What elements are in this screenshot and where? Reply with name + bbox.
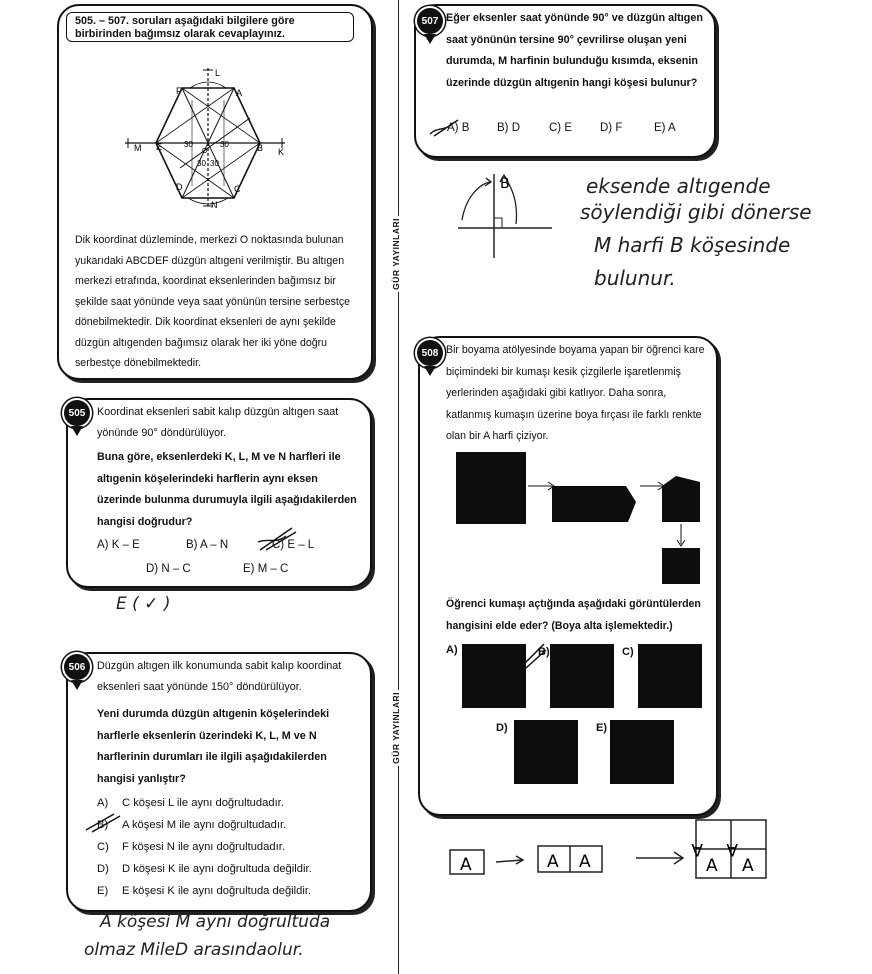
hex-label-D: D [176, 182, 183, 192]
q505-handwritten-note: E ( ✓ ) [116, 594, 171, 614]
q507-option-e[interactable]: E) A [654, 122, 676, 134]
q506-option-b-text[interactable]: A köşesi M ile aynı doğrultudadır. [122, 819, 287, 831]
fold-step-4-square [662, 548, 700, 584]
q505-text1: Koordinat eksenleri sabit kalıp düzgün altıgen saat yönünde 90° döndürülüyor. [97, 406, 339, 439]
q506-option-c-letter[interactable]: C) [97, 841, 109, 853]
sketch-letter-7: A [742, 856, 754, 876]
q505-pin-icon [71, 426, 83, 436]
angle-30-2: 30 [220, 140, 229, 149]
side-label-bottom: GÜR YAYINLARI [391, 692, 401, 764]
info-header-box [66, 12, 354, 42]
q508-option-d-image[interactable] [514, 720, 578, 784]
info-text: Dik koordinat düzleminde, merkezi O noktasında bulunan yukarıdaki ABCDEF düzgün altıgeni verilmiştir. Bu altıgen merkezi etrafında, koordinat eksenlerinden bağımsız bir şekilde saat yönünde veya saat yönünün tersine serbestçe dönebilmektedir. Dik koordinat eksenleri de aynı şekilde düzgün altıgenden bağımsız olarak her iki yöne doğru serbestçe dönebilmektedir. [75, 234, 351, 369]
q507-text: Eğer eksenler saat yönünde 90° ve düzgün altıgen saat yönünün tersine 90° çevrilirse oluşan yeni durumda, M harfinin bulunduğu kısımda, eksenin üzerinde düzgün altıgenin hangi köşesi bulunur? [446, 12, 703, 89]
fold-step-2-shape [552, 484, 638, 524]
hex-label-L: L [215, 68, 221, 78]
q508-option-a-image[interactable] [462, 644, 526, 708]
q507-option-c[interactable]: C) E [549, 122, 572, 134]
q508-option-a-label[interactable]: A) [446, 644, 458, 656]
q506-option-e-text[interactable]: E köşesi K ile aynı doğrultuda değildir. [122, 885, 312, 897]
q507-note-line4: bulunur. [594, 266, 676, 290]
q507-number-badge: 507 [417, 8, 443, 34]
sketch-letter-5: A [726, 839, 738, 859]
q508-option-e-label[interactable]: E) [596, 722, 607, 734]
q506-option-e-letter[interactable]: E) [97, 885, 109, 897]
q505-option-e[interactable]: E) M – C [243, 563, 289, 575]
q506-text1: Düzgün altıgen ilk konumunda sabit kalıp koordinat eksenleri saat yönünde 150° döndürülüyor. [97, 660, 342, 693]
hex-label-B: B [257, 143, 264, 153]
q506-option-b-letter[interactable]: B) [97, 819, 109, 831]
q505-option-c[interactable]: C) E – L [272, 539, 315, 551]
q506-text2: Yeni durumda düzgün altıgenin köşelerindeki harflerle eksenlerin üzerindeki K, L, M ve N harflerinin durumları ile ilgili aşağıdakilerden hangisi yanlıştır? [97, 708, 330, 785]
sketch-letter-1: A [460, 855, 472, 875]
q506-option-d-letter[interactable]: D) [97, 863, 109, 875]
q507-axis-sketch [456, 166, 556, 262]
q505-text2: Buna göre, eksenlerdeki K, L, M ve N harfleri ile altıgenin köşelerindeki harflerin aynı eksen üzerinde bulunma durumuyla ilgili aşağıdakilerden hangisi doğrudur? [97, 451, 357, 528]
q506-option-d-text[interactable]: D köşesi K ile aynı doğrultuda değildir. [122, 863, 312, 875]
q506-option-c-text[interactable]: F köşesi N ile aynı doğrultudadır. [122, 841, 285, 853]
info-header: 505. – 507. soruları aşağıdaki bilgilere göre birbirinden bağımsız olarak cevaplayınız. [75, 15, 295, 40]
hexagon-figure [120, 58, 290, 218]
q508-number-badge: 508 [417, 340, 443, 366]
q507-note-line1: eksende altıgende [586, 174, 771, 198]
side-label-top: GÜR YAYINLARI [391, 218, 401, 290]
q505-number-badge: 505 [64, 400, 90, 426]
hex-label-O: O [202, 148, 208, 155]
angle-30-4: 30 [210, 159, 219, 168]
q507-sketch-label: B [500, 176, 510, 192]
q508-option-b-label[interactable]: B) [538, 646, 550, 658]
sketch-letter-6: A [706, 856, 718, 876]
hex-label-F: F [176, 86, 182, 96]
q507-note-line3: M harfi B köşesinde [594, 233, 791, 257]
q508-text1: Bir boyama atölyesinde boyama yapan bir öğrenci kare biçimindeki bir kumaşı kesik çizgilerle işaretlenmiş yerlerinden aşağıdaki gibi katlıyor. Daha sonra, katlanmış kumaşın üzerine boya fırçası ile farklı renkte olan bir A harfi çiziyor. [446, 344, 705, 442]
sketch-letter-4: A [691, 839, 703, 859]
hex-label-N: N [211, 200, 218, 210]
angle-30-3: 30 [197, 159, 206, 168]
hex-label-A: A [236, 88, 243, 98]
angle-30-1: 30 [184, 140, 193, 149]
q508-text2: Öğrenci kumaşı açtığında aşağıdaki görüntülerden hangisini elde eder? (Boya alta işlemektedir.) [446, 598, 701, 632]
q506-option-a-text[interactable]: C köşesi L ile aynı doğrultudadır. [122, 797, 284, 809]
q505-option-b[interactable]: B) A – N [186, 539, 229, 551]
sketch-letter-2: A [547, 852, 559, 872]
q508-option-b-image[interactable] [550, 644, 614, 708]
q508-option-c-image[interactable] [638, 644, 702, 708]
q507-option-d[interactable]: D) F [600, 122, 623, 134]
q508-option-e-image[interactable] [610, 720, 674, 784]
fold-step-3-shape [662, 474, 702, 524]
q508-handwritten-sketch [446, 816, 796, 886]
q506-handwritten-note-line1: A köşesi M aynı doğrultuda [100, 912, 331, 932]
sketch-letter-3: A [579, 852, 591, 872]
fold-arrow-3-icon [675, 524, 687, 548]
q507-cross-mark-icon [428, 116, 468, 138]
hex-label-M: M [134, 143, 142, 153]
q505-cross-mark-icon [256, 524, 302, 554]
q506-pin-icon [71, 680, 83, 690]
q507-pin-icon [424, 34, 436, 44]
hex-label-C: C [234, 184, 241, 194]
hex-label-E: E [156, 142, 163, 152]
q507-option-a[interactable]: A) B [447, 122, 470, 134]
q508-option-d-label[interactable]: D) [496, 722, 508, 734]
q507-option-b[interactable]: B) D [497, 122, 520, 134]
q506-cross-mark-icon [84, 810, 124, 834]
q506-option-a-letter[interactable]: A) [97, 797, 109, 809]
q505-option-a[interactable]: A) K – E [97, 539, 140, 551]
q508-pin-icon [424, 366, 436, 376]
q506-handwritten-note-line2: olmaz MileD arasındaolur. [84, 940, 304, 960]
q508-option-c-label[interactable]: C) [622, 646, 634, 658]
column-divider [398, 0, 399, 974]
q505-option-d[interactable]: D) N – C [146, 563, 191, 575]
q506-number-badge: 506 [64, 654, 90, 680]
fold-step-1-square [456, 452, 526, 524]
hex-label-K: K [278, 147, 285, 157]
q507-note-line2: söylendiği gibi dönerse [580, 200, 812, 224]
